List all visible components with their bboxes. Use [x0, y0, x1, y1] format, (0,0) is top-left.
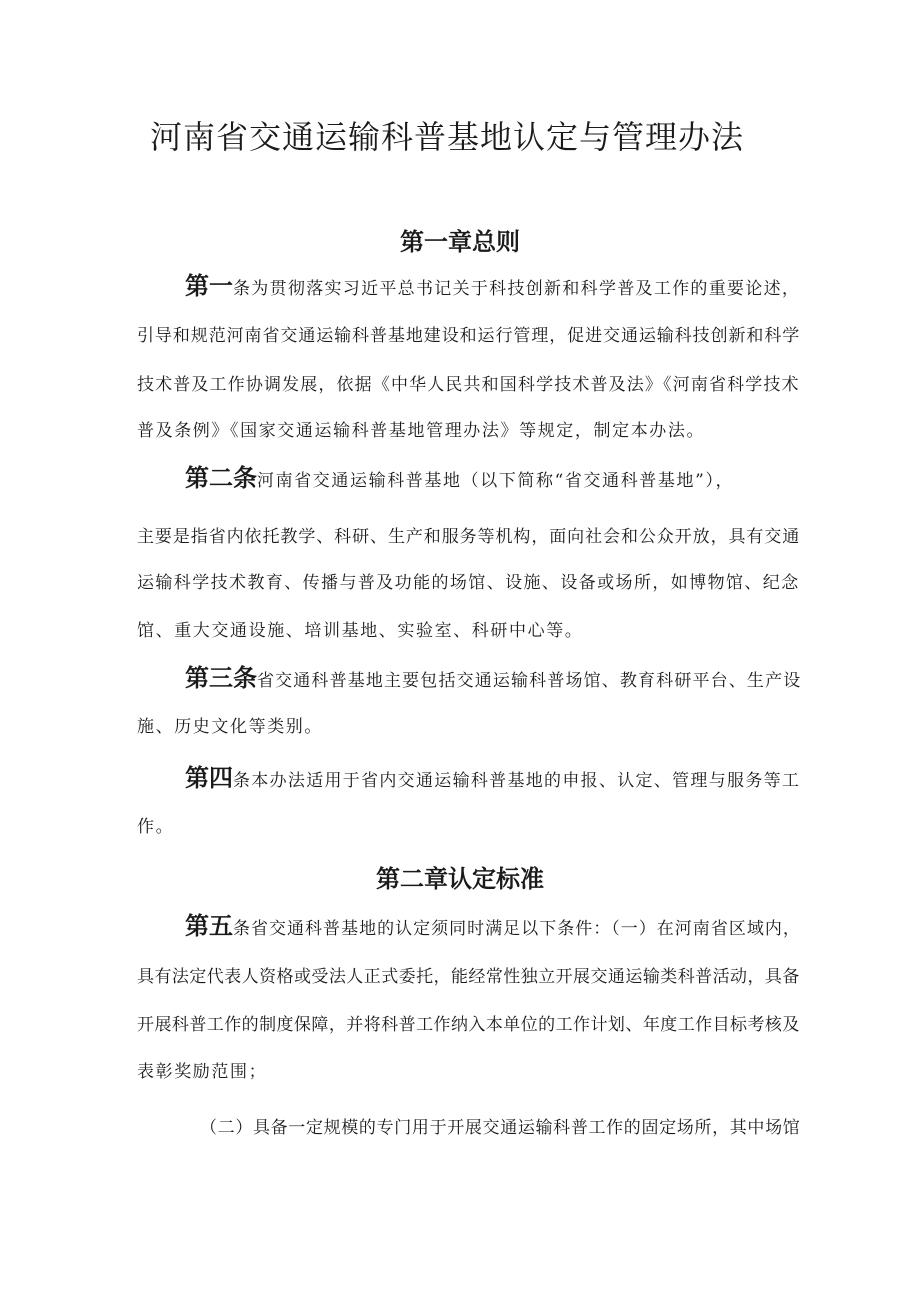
article-2-line-1 — [185, 458, 734, 493]
article-5-line-4: 表彰奖励范围； — [137, 1062, 268, 1082]
article-3-text: 省交通科普基地主要包括交通运输科普场馆、教育科研平台、生产设 — [257, 671, 802, 691]
article-4-line-1 — [185, 758, 800, 793]
article-1-line-3: 技术普及工作协调发展，依据《中华人民共和国科学技术普及法》《河南省科学技术 — [137, 375, 800, 395]
item-2-line-1: （二）具备一定规模的专门用于开展交通运输科普工作的固定场所，其中场馆 — [200, 1118, 801, 1138]
article-2-line-2: 主要是指省内依托教学、科研、生产和服务等机构，面向社会和公众开放，具有交通 — [137, 527, 801, 547]
chapter-1-heading: 第一章总则 — [400, 228, 520, 256]
article-3-line-1 — [185, 658, 801, 693]
article-2-line-3: 运输科学技术教育、传播与普及功能的场馆、设施、设备或场所，如博物馆、纪念 — [137, 573, 800, 593]
article-2-text: 河南省交通运输科普基地（以下简称“省交通科普基地”）， — [257, 471, 735, 491]
article-1-line-1 — [185, 266, 800, 301]
article-1-line-2: 引导和规范河南省交通运输科普基地建设和运行管理，促进交通运输科技创新和科学 — [137, 326, 801, 346]
chapter-2-heading: 第二章认定标准 — [376, 865, 544, 893]
article-5-line-1 — [185, 906, 801, 941]
article-1-line-4: 普及条例》《国家交通运输科普基地管理办法》等规定，制定本办法。 — [137, 421, 706, 441]
document-title: 河南省交通运输科普基地认定与管理办法 — [150, 118, 745, 156]
article-1-text: 条为贯彻落实习近平总书记关于科技创新和科学普及工作的重要论述， — [233, 279, 801, 299]
article-4-label: 第四 — [185, 764, 233, 792]
article-5-line-3: 开展科普工作的制度保障，并将科普工作纳入本单位的工作计划、年度工作目标考核及 — [137, 1015, 800, 1035]
article-4-line-2: 作。 — [137, 817, 175, 837]
article-1-label: 第一 — [185, 272, 233, 300]
article-5-text: 条省交通科普基地的认定须同时满足以下条件：（一）在河南省区域内， — [233, 919, 801, 939]
article-5-label: 第五 — [185, 912, 233, 940]
article-5-line-2: 具有法定代表人资格或受法人正式委托，能经常性独立开展交通运输类科普活动，具备 — [137, 967, 800, 987]
article-2-label: 第二条 — [185, 464, 257, 492]
article-4-text: 条本办法适用于省内交通运输科普基地的申报、认定、管理与服务等工 — [233, 771, 801, 791]
article-2-line-4: 馆、重大交通设施、培训基地、实验室、科研中心等。 — [137, 621, 584, 641]
article-3-line-2: 施、历史文化等类别。 — [137, 717, 323, 737]
article-3-label: 第三条 — [185, 664, 257, 692]
